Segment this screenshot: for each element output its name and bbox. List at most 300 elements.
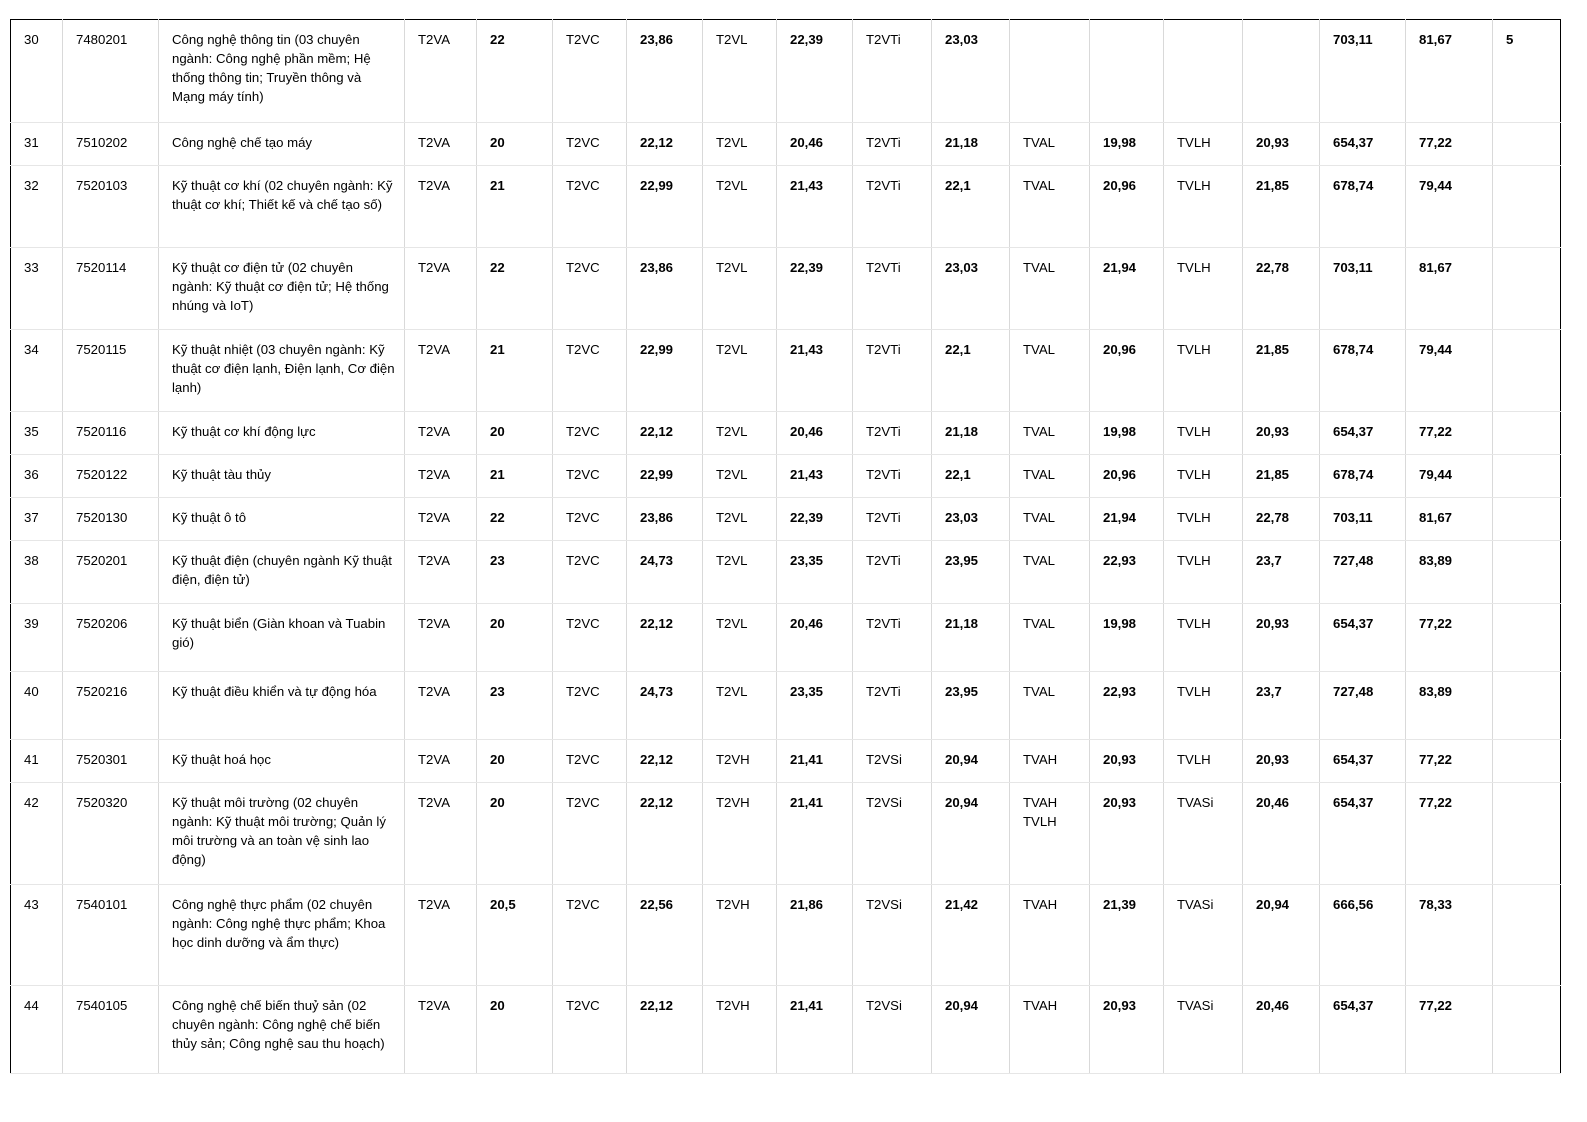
cell-combo-6-score: 20,94: [1243, 885, 1320, 986]
cell-major-name: Kỹ thuật nhiệt (03 chuyên ngành: Kỹ thuật cơ điện lạnh, Điện lạnh, Cơ điện lạnh): [159, 330, 405, 412]
cell-combo-4-score: 23,03: [932, 20, 1010, 123]
table-row: [11, 20, 1561, 123]
cell-combo-1-code: T2VA: [405, 330, 477, 412]
cell-combo-4-code: T2VSi: [853, 783, 932, 885]
cell-major-code: 7520130: [63, 498, 159, 541]
cell-major-code: 7520320: [63, 783, 159, 885]
cell-transcript-score: 79,44: [1406, 330, 1493, 412]
cell-combo-4-score: 21,18: [932, 412, 1010, 455]
cell-stt: 38: [11, 541, 63, 604]
cell-combo-4-score: 22,1: [932, 455, 1010, 498]
cell-combo-2-score: 22,12: [627, 986, 703, 1074]
cell-combo-3-score: 20,46: [777, 123, 853, 166]
cell-combo-2-code: T2VC: [553, 740, 627, 783]
cell-combo-2-code: T2VC: [553, 604, 627, 672]
cell-combo-2-score: 22,99: [627, 166, 703, 248]
cell-combo-4-code: T2VTi: [853, 604, 932, 672]
cell-combo-1-code: T2VA: [405, 604, 477, 672]
cell-major-code: 7520301: [63, 740, 159, 783]
cell-combo-6-code: TVLH: [1164, 248, 1243, 330]
cell-major-code: 7520216: [63, 672, 159, 740]
cell-stt: 39: [11, 604, 63, 672]
cell-combo-4-score: 20,94: [932, 986, 1010, 1074]
cell-major-code: 7520206: [63, 604, 159, 672]
cell-combo-3-code: T2VL: [703, 412, 777, 455]
cell-combo-3-code: T2VL: [703, 541, 777, 604]
combo-5-code-line: TVAL: [1023, 178, 1056, 193]
combo-5-code-line: TVAL: [1023, 553, 1056, 568]
cell-combo-2-score: 22,12: [627, 783, 703, 885]
cell-combo-6-code: TVLH: [1164, 740, 1243, 783]
cell-combo-6-score: [1243, 20, 1320, 123]
cell-competency-score: 654,37: [1320, 412, 1406, 455]
cell-extra-score: [1493, 455, 1561, 498]
cell-combo-1-code: T2VA: [405, 672, 477, 740]
cell-combo-5-code: [1010, 248, 1090, 330]
cell-major-code: 7520103: [63, 166, 159, 248]
cell-stt: 33: [11, 248, 63, 330]
table-row: [11, 248, 1561, 330]
cell-combo-2-score: 24,73: [627, 672, 703, 740]
cell-extra-score: [1493, 672, 1561, 740]
cell-combo-3-score: 21,86: [777, 885, 853, 986]
cell-combo-5-score: 20,96: [1090, 455, 1164, 498]
cell-transcript-score: 78,33: [1406, 885, 1493, 986]
cell-combo-5-code: [1010, 123, 1090, 166]
cell-combo-3-code: T2VH: [703, 986, 777, 1074]
cell-combo-4-code: T2VTi: [853, 123, 932, 166]
cell-combo-6-code: TVLH: [1164, 541, 1243, 604]
cell-combo-2-code: T2VC: [553, 20, 627, 123]
cell-combo-1-score: 22: [477, 498, 553, 541]
cell-combo-2-code: T2VC: [553, 498, 627, 541]
cell-combo-5-score: 21,39: [1090, 885, 1164, 986]
cell-combo-4-score: 23,95: [932, 541, 1010, 604]
cell-combo-2-code: T2VC: [553, 672, 627, 740]
cell-major-name: Kỹ thuật tàu thủy: [159, 455, 405, 498]
table-row: [11, 783, 1561, 885]
cell-competency-score: 703,11: [1320, 20, 1406, 123]
cell-combo-4-code: T2VTi: [853, 248, 932, 330]
cell-combo-5-score: 21,94: [1090, 498, 1164, 541]
cell-major-code: 7520115: [63, 330, 159, 412]
cell-major-code: 7540101: [63, 885, 159, 986]
cell-combo-6-score: 20,93: [1243, 123, 1320, 166]
cell-combo-4-code: T2VTi: [853, 541, 932, 604]
cell-extra-score: [1493, 885, 1561, 986]
combo-5-code-line: TVAH: [1023, 998, 1058, 1013]
table-row: [11, 885, 1561, 986]
cell-combo-1-code: T2VA: [405, 20, 477, 123]
cell-combo-2-score: 23,86: [627, 498, 703, 541]
cell-stt: 44: [11, 986, 63, 1074]
table-row: [11, 986, 1561, 1074]
cell-combo-5-code: [1010, 604, 1090, 672]
cell-combo-2-score: 22,56: [627, 885, 703, 986]
cell-combo-5-code: [1010, 412, 1090, 455]
cell-combo-1-code: T2VA: [405, 455, 477, 498]
cell-combo-3-score: 21,41: [777, 740, 853, 783]
cell-combo-4-score: 21,18: [932, 123, 1010, 166]
cell-stt: 34: [11, 330, 63, 412]
cell-combo-5-code: [1010, 20, 1090, 123]
cell-combo-2-score: 22,12: [627, 412, 703, 455]
cell-combo-4-score: 23,95: [932, 672, 1010, 740]
combo-5-code-line: TVAH: [1023, 752, 1058, 767]
cell-combo-2-code: T2VC: [553, 330, 627, 412]
cell-major-name: Kỹ thuật ô tô: [159, 498, 405, 541]
combo-5-code-line: TVAL: [1023, 510, 1056, 525]
cell-combo-3-code: T2VH: [703, 885, 777, 986]
cell-competency-score: 727,48: [1320, 541, 1406, 604]
cell-major-name: Kỹ thuật cơ khí động lực: [159, 412, 405, 455]
cell-combo-5-code: [1010, 330, 1090, 412]
cell-combo-6-code: TVLH: [1164, 412, 1243, 455]
cell-combo-4-score: 23,03: [932, 498, 1010, 541]
cell-extra-score: [1493, 740, 1561, 783]
cell-combo-4-code: T2VSi: [853, 740, 932, 783]
cell-combo-2-code: T2VC: [553, 783, 627, 885]
cell-combo-5-score: 19,98: [1090, 604, 1164, 672]
cell-combo-3-code: T2VL: [703, 20, 777, 123]
cell-combo-2-score: 22,12: [627, 123, 703, 166]
cell-combo-5-code: [1010, 672, 1090, 740]
cell-combo-6-score: 21,85: [1243, 455, 1320, 498]
cell-major-code: 7510202: [63, 123, 159, 166]
cell-stt: 43: [11, 885, 63, 986]
cell-competency-score: 654,37: [1320, 986, 1406, 1074]
cell-stt: 40: [11, 672, 63, 740]
cell-combo-1-code: T2VA: [405, 885, 477, 986]
table-row: [11, 166, 1561, 248]
cell-combo-2-score: 22,12: [627, 740, 703, 783]
cell-combo-5-score: 19,98: [1090, 412, 1164, 455]
cell-major-name: Kỹ thuật biển (Giàn khoan và Tuabin gió): [159, 604, 405, 672]
cell-combo-3-code: T2VH: [703, 783, 777, 885]
cell-combo-5-code: [1010, 885, 1090, 986]
cell-stt: 42: [11, 783, 63, 885]
cell-combo-5-code: [1010, 986, 1090, 1074]
cell-combo-5-score: 20,93: [1090, 986, 1164, 1074]
cell-combo-1-score: 20: [477, 740, 553, 783]
cell-competency-score: 727,48: [1320, 672, 1406, 740]
cell-combo-2-score: 22,99: [627, 455, 703, 498]
cell-combo-3-code: T2VL: [703, 455, 777, 498]
admission-score-table: [10, 19, 1561, 1074]
cell-combo-3-code: T2VL: [703, 123, 777, 166]
cell-transcript-score: 77,22: [1406, 123, 1493, 166]
cell-competency-score: 654,37: [1320, 783, 1406, 885]
cell-combo-3-code: T2VL: [703, 672, 777, 740]
cell-extra-score: [1493, 498, 1561, 541]
cell-combo-3-score: 22,39: [777, 248, 853, 330]
cell-combo-6-score: 21,85: [1243, 166, 1320, 248]
cell-major-name: Công nghệ thông tin (03 chuyên ngành: Công nghệ phần mềm; Hệ thống thông tin; Truyền thông và Mạng máy tính): [159, 20, 405, 123]
cell-competency-score: 703,11: [1320, 498, 1406, 541]
cell-combo-3-score: 21,43: [777, 455, 853, 498]
cell-combo-1-code: T2VA: [405, 783, 477, 885]
cell-combo-6-code: TVLH: [1164, 498, 1243, 541]
cell-combo-6-score: 20,93: [1243, 740, 1320, 783]
cell-competency-score: 666,56: [1320, 885, 1406, 986]
cell-combo-4-code: T2VTi: [853, 672, 932, 740]
cell-major-code: 7520122: [63, 455, 159, 498]
cell-combo-5-score: 20,93: [1090, 783, 1164, 885]
cell-combo-3-score: 21,43: [777, 330, 853, 412]
cell-major-name: Công nghệ chế tạo máy: [159, 123, 405, 166]
cell-major-code: 7520114: [63, 248, 159, 330]
table-row: [11, 455, 1561, 498]
cell-competency-score: 678,74: [1320, 166, 1406, 248]
cell-combo-4-score: 21,18: [932, 604, 1010, 672]
cell-combo-3-score: 23,35: [777, 541, 853, 604]
combo-5-code-line: TVAL: [1023, 684, 1056, 699]
cell-combo-2-code: T2VC: [553, 986, 627, 1074]
cell-transcript-score: 81,67: [1406, 20, 1493, 123]
cell-combo-4-score: 20,94: [932, 783, 1010, 885]
cell-extra-score: [1493, 783, 1561, 885]
combo-5-code-line-2: TVLH: [1023, 814, 1057, 829]
cell-combo-2-code: T2VC: [553, 885, 627, 986]
table-row: [11, 672, 1561, 740]
cell-combo-5-score: 22,93: [1090, 541, 1164, 604]
cell-combo-3-code: T2VL: [703, 498, 777, 541]
cell-combo-3-score: 21,43: [777, 166, 853, 248]
cell-combo-6-code: [1164, 20, 1243, 123]
cell-combo-6-score: 20,93: [1243, 412, 1320, 455]
cell-major-code: 7520201: [63, 541, 159, 604]
cell-combo-4-score: 21,42: [932, 885, 1010, 986]
table-row: [11, 604, 1561, 672]
table-row: [11, 412, 1561, 455]
cell-combo-3-score: 21,41: [777, 783, 853, 885]
cell-extra-score: [1493, 330, 1561, 412]
cell-stt: 41: [11, 740, 63, 783]
cell-transcript-score: 81,67: [1406, 248, 1493, 330]
cell-combo-3-code: T2VL: [703, 166, 777, 248]
table-row: [11, 123, 1561, 166]
cell-transcript-score: 77,22: [1406, 986, 1493, 1074]
cell-combo-1-code: T2VA: [405, 740, 477, 783]
cell-combo-3-code: T2VL: [703, 248, 777, 330]
cell-major-code: 7520116: [63, 412, 159, 455]
cell-stt: 35: [11, 412, 63, 455]
cell-combo-3-score: 20,46: [777, 604, 853, 672]
cell-combo-2-score: 23,86: [627, 20, 703, 123]
combo-5-code-line: TVAH: [1023, 897, 1058, 912]
combo-5-code-line: TVAL: [1023, 467, 1056, 482]
cell-extra-score: [1493, 412, 1561, 455]
cell-combo-1-code: T2VA: [405, 498, 477, 541]
cell-major-name: Kỹ thuật hoá học: [159, 740, 405, 783]
combo-5-code-line: TVAL: [1023, 616, 1056, 631]
combo-5-code-line: TVAH: [1023, 795, 1058, 810]
cell-combo-1-score: 22: [477, 20, 553, 123]
cell-combo-5-score: 20,96: [1090, 166, 1164, 248]
cell-combo-2-code: T2VC: [553, 541, 627, 604]
cell-combo-1-score: 21: [477, 455, 553, 498]
cell-extra-score: [1493, 986, 1561, 1074]
cell-combo-6-code: TVLH: [1164, 166, 1243, 248]
cell-combo-4-code: T2VSi: [853, 986, 932, 1074]
cell-transcript-score: 77,22: [1406, 412, 1493, 455]
cell-combo-2-score: 23,86: [627, 248, 703, 330]
cell-combo-2-score: 24,73: [627, 541, 703, 604]
combo-5-code-line: TVAL: [1023, 135, 1056, 150]
cell-combo-6-code: TVLH: [1164, 330, 1243, 412]
cell-combo-6-code: TVLH: [1164, 604, 1243, 672]
table-row: [11, 541, 1561, 604]
cell-competency-score: 654,37: [1320, 604, 1406, 672]
cell-combo-1-score: 20: [477, 986, 553, 1074]
cell-combo-6-code: TVASi: [1164, 783, 1243, 885]
cell-major-name: Kỹ thuật điều khiển và tự động hóa: [159, 672, 405, 740]
cell-combo-4-code: T2VTi: [853, 412, 932, 455]
cell-combo-2-score: 22,12: [627, 604, 703, 672]
cell-combo-6-score: 20,46: [1243, 783, 1320, 885]
cell-combo-2-score: 22,99: [627, 330, 703, 412]
cell-combo-3-score: 22,39: [777, 498, 853, 541]
cell-combo-4-code: T2VSi: [853, 885, 932, 986]
cell-combo-3-score: 21,41: [777, 986, 853, 1074]
cell-combo-6-score: 22,78: [1243, 248, 1320, 330]
cell-combo-4-code: T2VTi: [853, 455, 932, 498]
cell-extra-score: [1493, 604, 1561, 672]
cell-major-name: Kỹ thuật cơ khí (02 chuyên ngành: Kỹ thuật cơ khí; Thiết kế và chế tạo số): [159, 166, 405, 248]
cell-combo-1-code: T2VA: [405, 541, 477, 604]
cell-major-code: 7540105: [63, 986, 159, 1074]
cell-combo-3-score: 23,35: [777, 672, 853, 740]
cell-combo-1-score: 23: [477, 672, 553, 740]
cell-combo-5-code: [1010, 783, 1090, 885]
cell-combo-6-code: TVLH: [1164, 672, 1243, 740]
cell-major-name: Kỹ thuật cơ điện tử (02 chuyên ngành: Kỹ thuật cơ điện tử; Hệ thống nhúng và IoT): [159, 248, 405, 330]
cell-combo-5-score: [1090, 20, 1164, 123]
cell-combo-6-score: 21,85: [1243, 330, 1320, 412]
cell-combo-6-score: 22,78: [1243, 498, 1320, 541]
cell-combo-4-code: T2VTi: [853, 498, 932, 541]
cell-combo-6-score: 20,93: [1243, 604, 1320, 672]
cell-combo-5-score: 19,98: [1090, 123, 1164, 166]
cell-combo-5-code: [1010, 740, 1090, 783]
cell-combo-1-score: 21: [477, 330, 553, 412]
cell-combo-4-score: 22,1: [932, 166, 1010, 248]
cell-stt: 37: [11, 498, 63, 541]
cell-combo-5-code: [1010, 166, 1090, 248]
cell-combo-1-code: T2VA: [405, 248, 477, 330]
cell-transcript-score: 83,89: [1406, 541, 1493, 604]
cell-combo-5-score: 20,93: [1090, 740, 1164, 783]
cell-combo-6-code: TVLH: [1164, 455, 1243, 498]
cell-combo-4-score: 23,03: [932, 248, 1010, 330]
cell-combo-5-code: [1010, 498, 1090, 541]
cell-combo-3-code: T2VH: [703, 740, 777, 783]
cell-combo-4-code: T2VTi: [853, 166, 932, 248]
cell-combo-6-score: 23,7: [1243, 541, 1320, 604]
cell-competency-score: 654,37: [1320, 123, 1406, 166]
cell-combo-6-code: TVASi: [1164, 986, 1243, 1074]
combo-5-code-line: TVAL: [1023, 260, 1056, 275]
cell-combo-4-code: T2VTi: [853, 330, 932, 412]
cell-combo-1-score: 20,5: [477, 885, 553, 986]
cell-combo-1-score: 20: [477, 604, 553, 672]
cell-stt: 30: [11, 20, 63, 123]
cell-major-name: Công nghệ chế biến thuỷ sản (02 chuyên ngành: Công nghệ chế biến thủy sản; Công nghệ sau thu hoạch): [159, 986, 405, 1074]
combo-5-code-line: TVAL: [1023, 424, 1056, 439]
cell-extra-score: 5: [1493, 20, 1561, 123]
table-row: [11, 330, 1561, 412]
combo-5-code-line: TVAL: [1023, 342, 1056, 357]
cell-combo-3-code: T2VL: [703, 604, 777, 672]
cell-combo-6-code: TVLH: [1164, 123, 1243, 166]
cell-transcript-score: 79,44: [1406, 455, 1493, 498]
cell-combo-1-code: T2VA: [405, 986, 477, 1074]
cell-transcript-score: 81,67: [1406, 498, 1493, 541]
cell-combo-4-score: 22,1: [932, 330, 1010, 412]
cell-major-name: Công nghệ thực phẩm (02 chuyên ngành: Công nghệ thực phẩm; Khoa học dinh dưỡng và ẩm thực): [159, 885, 405, 986]
cell-combo-1-score: 22: [477, 248, 553, 330]
cell-combo-4-score: 20,94: [932, 740, 1010, 783]
cell-combo-1-score: 20: [477, 783, 553, 885]
cell-combo-1-score: 20: [477, 123, 553, 166]
cell-combo-5-code: [1010, 455, 1090, 498]
table-row: [11, 498, 1561, 541]
cell-major-code: 7480201: [63, 20, 159, 123]
cell-combo-5-code: [1010, 541, 1090, 604]
cell-combo-6-code: TVASi: [1164, 885, 1243, 986]
cell-combo-5-score: 20,96: [1090, 330, 1164, 412]
cell-combo-2-code: T2VC: [553, 455, 627, 498]
cell-major-name: Kỹ thuật điện (chuyên ngành Kỹ thuật điện, điện tử): [159, 541, 405, 604]
cell-combo-6-score: 23,7: [1243, 672, 1320, 740]
cell-combo-2-code: T2VC: [553, 248, 627, 330]
cell-competency-score: 703,11: [1320, 248, 1406, 330]
cell-transcript-score: 83,89: [1406, 672, 1493, 740]
cell-transcript-score: 77,22: [1406, 740, 1493, 783]
cell-stt: 36: [11, 455, 63, 498]
cell-combo-4-code: T2VTi: [853, 20, 932, 123]
cell-combo-3-code: T2VL: [703, 330, 777, 412]
cell-major-name: Kỹ thuật môi trường (02 chuyên ngành: Kỹ thuật môi trường; Quản lý môi trường và an toàn vệ sinh lao động): [159, 783, 405, 885]
cell-combo-2-code: T2VC: [553, 412, 627, 455]
cell-combo-1-score: 23: [477, 541, 553, 604]
cell-extra-score: [1493, 248, 1561, 330]
cell-combo-1-score: 20: [477, 412, 553, 455]
cell-stt: 31: [11, 123, 63, 166]
cell-competency-score: 654,37: [1320, 740, 1406, 783]
cell-transcript-score: 77,22: [1406, 783, 1493, 885]
cell-combo-1-code: T2VA: [405, 412, 477, 455]
cell-combo-5-score: 21,94: [1090, 248, 1164, 330]
cell-combo-3-score: 22,39: [777, 20, 853, 123]
cell-transcript-score: 79,44: [1406, 166, 1493, 248]
cell-stt: 32: [11, 166, 63, 248]
cell-combo-5-score: 22,93: [1090, 672, 1164, 740]
cell-extra-score: [1493, 541, 1561, 604]
table-row: [11, 740, 1561, 783]
cell-combo-1-code: T2VA: [405, 123, 477, 166]
cell-combo-1-code: T2VA: [405, 166, 477, 248]
cell-combo-2-code: T2VC: [553, 166, 627, 248]
cell-competency-score: 678,74: [1320, 455, 1406, 498]
cell-transcript-score: 77,22: [1406, 604, 1493, 672]
cell-combo-1-score: 21: [477, 166, 553, 248]
cell-combo-6-score: 20,46: [1243, 986, 1320, 1074]
cell-competency-score: 678,74: [1320, 330, 1406, 412]
cell-combo-2-code: T2VC: [553, 123, 627, 166]
cell-extra-score: [1493, 123, 1561, 166]
cell-extra-score: [1493, 166, 1561, 248]
